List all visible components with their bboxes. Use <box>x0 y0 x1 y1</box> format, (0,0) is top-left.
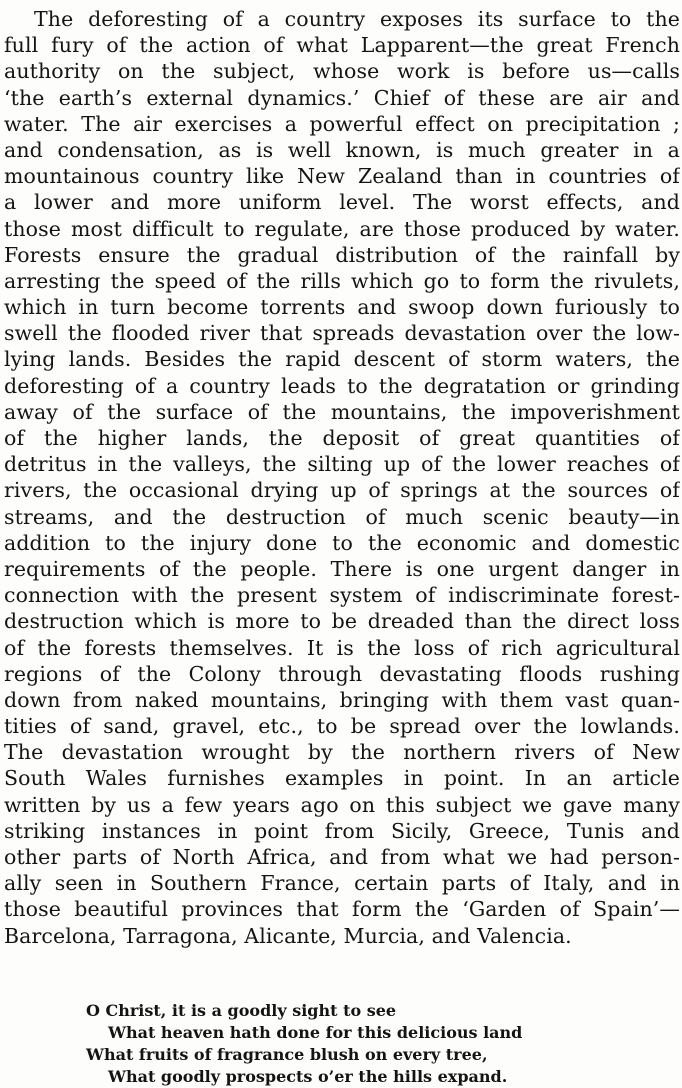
article-line: down from naked mountains, bringing with them vast quan- <box>4 687 680 712</box>
article-line-last: Barcelona, Tarragona, Alicante, Murcia, and Valencia. <box>4 923 572 948</box>
article-line: away of the surface of the mountains, the impoverishment <box>4 399 680 424</box>
article-line: and condensation, as is well known, is much greater in a <box>4 137 680 162</box>
article-line: mountainous country like New Zealand than in countries of <box>4 164 680 189</box>
article-line: of the higher lands, the deposit of great quantities of <box>4 426 680 450</box>
article-line: swell the flooded river that spreads devastation over the low- <box>4 321 680 346</box>
article-line: other parts of North Africa, and from what we had person- <box>4 845 680 869</box>
article-line: requirements of the people. There is one urgent danger in <box>4 556 680 581</box>
article-line: those beautiful provinces that form the ‘Garden of Spain’— <box>4 897 680 922</box>
article-line: regions of the Colony through devastating floods rushing <box>4 661 680 686</box>
article-line: which in turn become torrents and swoop down furiously to <box>4 295 680 320</box>
article-line: ally seen in Southern France, certain parts of Italy, and in <box>4 871 680 896</box>
article-line: connection with the present system of indiscriminate forest- <box>4 583 680 608</box>
article-line: of the forests themselves. It is the loss of rich agricultural <box>4 635 680 660</box>
article-line: lying lands. Besides the rapid descent of storm waters, the <box>4 347 680 372</box>
article-line: The deforesting of a country exposes its surface to the <box>34 7 680 31</box>
article-line: Forests ensure the gradual distribution of the rainfall by <box>4 242 680 267</box>
article-line: The devastation wrought by the northern rivers of New <box>4 740 680 765</box>
article-line: rivers, the occasional drying up of springs at the sources of <box>4 478 680 503</box>
article-line: arresting the speed of the rills which go to form the rivulets, <box>4 268 680 293</box>
article-line: destruction which is more to be dreaded than the direct loss <box>4 609 680 634</box>
article-line: tities of sand, gravel, etc., to be spread over the lowlands. <box>4 714 680 739</box>
article-line: those most difficult to regulate, are those produced by water. <box>4 216 680 241</box>
article-line: deforesting of a country leads to the degratation or grinding <box>4 373 680 398</box>
poem-line: What goodly prospects o’er the hills expand. <box>108 1067 508 1086</box>
article-line: water. The air exercises a powerful effect on precipitation ; <box>4 111 680 136</box>
article-line: addition to the injury done to the economic and domestic <box>4 530 680 555</box>
article-line: authority on the subject, whose work is before us—calls <box>4 59 680 84</box>
poem-line: O Christ, it is a goodly sight to see <box>86 1001 397 1020</box>
article-paragraph <box>4 6 680 949</box>
poem-line: What heaven hath done for this delicious land <box>108 1023 523 1042</box>
poem-line: What fruits of fragrance blush on every tree, <box>86 1045 488 1064</box>
article-line: a lower and more uniform level. The worst effects, and <box>4 190 680 215</box>
article-line: South Wales furnishes examples in point. In an article <box>4 766 680 791</box>
article-line: ‘the earth’s external dynamics.’ Chief of these are air and <box>4 85 680 110</box>
article-line: detritus in the valleys, the silting up of the lower reaches of <box>4 452 680 477</box>
poem-stanza <box>86 1000 646 1088</box>
article-line: striking instances in point from Sicily, Greece, Tunis and <box>4 818 680 843</box>
article-line: written by us a few years ago on this subject we gave many <box>4 792 680 817</box>
article-line: streams, and the destruction of much scenic beauty—in <box>4 504 680 529</box>
article-line: full fury of the action of what Lapparent—the great French <box>4 33 680 58</box>
